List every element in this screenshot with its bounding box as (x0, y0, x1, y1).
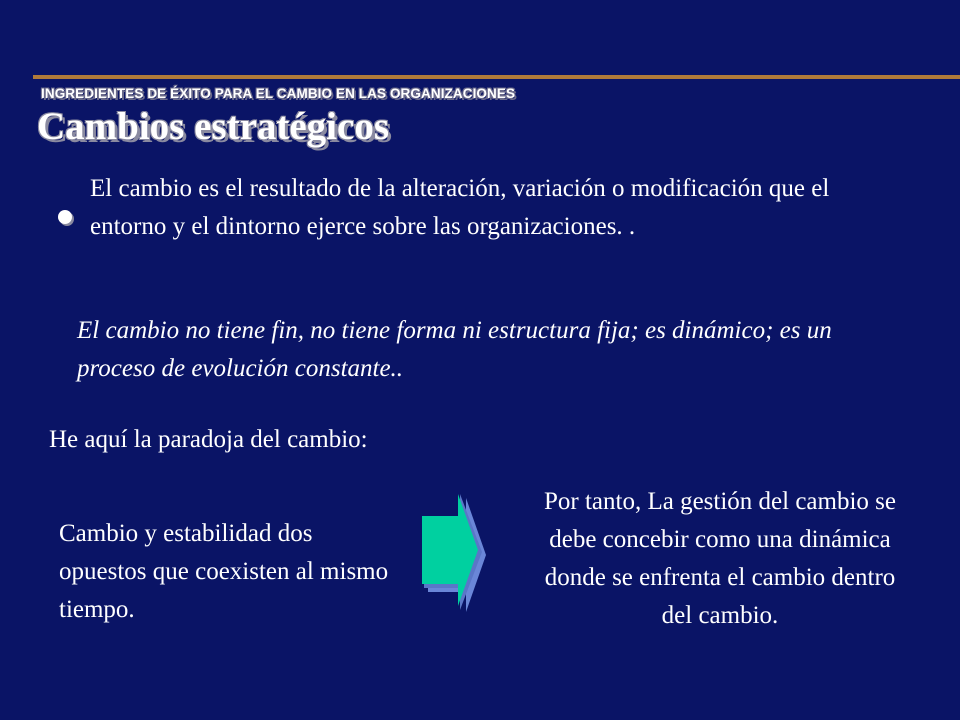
bullet-icon (58, 210, 72, 224)
paradox-heading: He aquí la paradoja del cambio: (49, 426, 368, 453)
right-arrow-icon (422, 494, 486, 616)
italic-paragraph: El cambio no tiene fin, no tiene forma ni estructura fija; es dinámico; es un proceso de evolución constante.. (77, 317, 832, 382)
stability-text: Cambio y estabilidad dos opuestos que coexisten al mismo tiempo. (59, 520, 389, 623)
header-rule (33, 75, 960, 79)
slide-subtitle: INGREDIENTES DE ÉXITO PARA EL CAMBIO EN LAS ORGANIZACIONES (41, 86, 516, 101)
management-text: Por tanto, La gestión del cambio se debe concebir como una dinámica donde se enfrenta el cambio dentro del cambio. (543, 488, 896, 629)
bullet-paragraph: El cambio es el resultado de la alteración, variación o modificación que el entorno y el dintorno ejerce sobre las organizaciones. . (90, 175, 830, 240)
slide-title: Cambios estratégicos (37, 105, 390, 148)
